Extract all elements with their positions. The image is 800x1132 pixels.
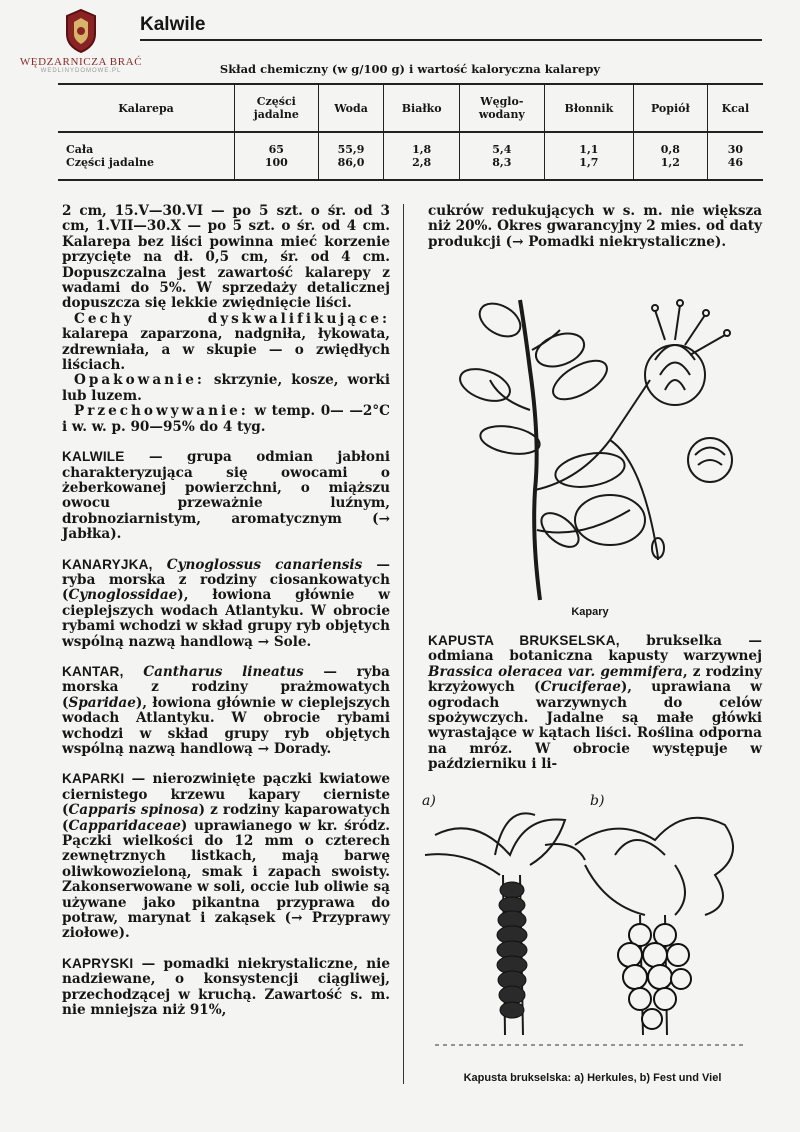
table-cell: 1,1 1,7 [544, 132, 633, 180]
col-header: Popiół [633, 84, 707, 132]
col-header: Węglo- wodany [459, 84, 544, 132]
col-header: Części jadalne [235, 84, 319, 132]
col-header: Kalarepa [58, 84, 235, 132]
right-column [428, 204, 762, 250]
col-header: Błonnik [544, 84, 633, 132]
logo-brand: WĘDZARNICZA BRAĆ [19, 56, 143, 68]
table-cell: Cała Części jadalne [58, 132, 235, 180]
entry-kalwile: KALWILE — grupa odmian jabłoni charakteryzująca się owocami o żeberkowanej powierzchni, o miąższu owocu przeważnie luźnym, drobnoziarnistym, aromatycznym (→ Jabłka). [62, 449, 390, 543]
table-cell: 0,8 1,2 [633, 132, 707, 180]
entry-kapusta: KAPUSTA BRUKSELSKA, brukselka — odmiana botaniczna kapusty warzywnej Brassica oleracea var. gemmifera, z rodziny krzyżowych (Cruciferae), uprawiana w ogrodach warzywnych do celów spożywczych. Jadalne są małe główki wyrastające w kątach liści. Roślina odporna na mróz. W obrocie występuje w październiku i li- [428, 633, 762, 773]
entry-kapryski: KAPRYSKI — pomadki niekrystaliczne, nie nadziewane, o konsystencji ciągliwej, przechodzącej w kruchą. Zawartość s. m. nie mniejsza niż 91%, [62, 955, 390, 1019]
composition-table [58, 83, 763, 181]
table-cell: 5,4 8,3 [459, 132, 544, 180]
right-column-lower [428, 633, 762, 773]
left-column [62, 204, 390, 1019]
entry-kantar: KANTAR, Cantharus lineatus — ryba morska z rodziny prażmowatych (Sparidae), łowiona głównie w cieplejszych wodach Atlantyku. W obrocie rybami wchodzi w skład grupy ryb objętych wspólną nazwą handlową → Dorady. [62, 663, 390, 757]
paragraph: Opakowanie: skrzynie, kosze, worki lub luzem. [62, 372, 390, 404]
entry-kaparki: KAPARKI — nierozwinięte pączki kwiatowe ciernistego krzewu kapary cierniste (Capparis spinosa) z rodziny kaparowatych (Capparidaceae) uprawianego w kr. śródz. Pączki wielkości do 12 mm o czterech zewnętrznych listkach, mają barwę oliwkowozieloną, smak i zapach swoisty. Zakonserwowane w soli, occie lub oliwie są używane jako pikantna przyprawa do potraw, marynat i zakąsek (→ Przyprawy ziołowe). [62, 771, 390, 942]
column-divider [403, 204, 404, 1084]
col-header: Woda [318, 84, 384, 132]
brussels-sprouts-illustration [415, 795, 765, 1060]
paragraph: Cechy dyskwalifikujące: kalarepa zaparzona, nadgniła, łykowata, zdrewniała, a w skupie — o zwiędłych liściach. [62, 310, 390, 374]
table-cell: 1,8 2,8 [384, 132, 459, 180]
page-title: Kalwile [140, 14, 206, 35]
col-header: Kcal [707, 84, 763, 132]
table-caption: Skład chemiczny (w g/100 g) i wartość kaloryczna kalarepy [219, 62, 601, 76]
logo-site: WEDLINYDOMOWE.PL [40, 68, 122, 74]
header-rule [140, 39, 762, 41]
table-cell: 30 46 [707, 132, 763, 180]
table-row [58, 132, 763, 180]
table-cell: 55,9 86,0 [318, 132, 384, 180]
crest-icon [61, 6, 101, 54]
paragraph: cukrów redukujących w s. m. nie większa niż 20%. Okres gwarancyjny 2 mies. od daty produkcji (→ Pomadki niekrystaliczne). [428, 203, 762, 250]
capers-caption: Kapary [571, 606, 609, 618]
table-header-row [58, 84, 763, 132]
figure-label-b: b) [590, 793, 605, 809]
capers-illustration [440, 290, 750, 610]
entry-kanaryjka: KANARYJKA, Cynoglossus canariensis — ryba morska z rodziny ciosankowatych (Cynoglossidae), łowiona głównie w cieplejszych wodach Atlantyku. W obrocie rybami wchodzi w skład grupy ryb objętych wspólną nazwą handlową → Sole. [62, 556, 390, 650]
table-cell: 65 100 [235, 132, 319, 180]
figure-label-a: a) [422, 793, 436, 809]
brussels-sprouts-caption: Kapusta brukselska: a) Herkules, b) Fest und Viel [463, 1072, 722, 1084]
paragraph: Przechowywanie: w temp. 0— —2°C i w. w. p. 90—95% do 4 tyg. [62, 403, 390, 435]
paragraph: 2 cm, 15.V—30.VI — po 5 szt. o śr. od 3 cm, 1.VII—30.X — po 5 szt. o śr. od 4 cm. Kalarepa bez liści powinna mieć korzenie przycięte na dł. 0,5 cm, śr. od 4 cm. Dopuszczalna jest zawartość kalarepy z wadami do 5%. W sprzedaży detalicznej dopuszcza się lekkie zwiędnięcie liści. [62, 203, 390, 312]
col-header: Białko [384, 84, 459, 132]
